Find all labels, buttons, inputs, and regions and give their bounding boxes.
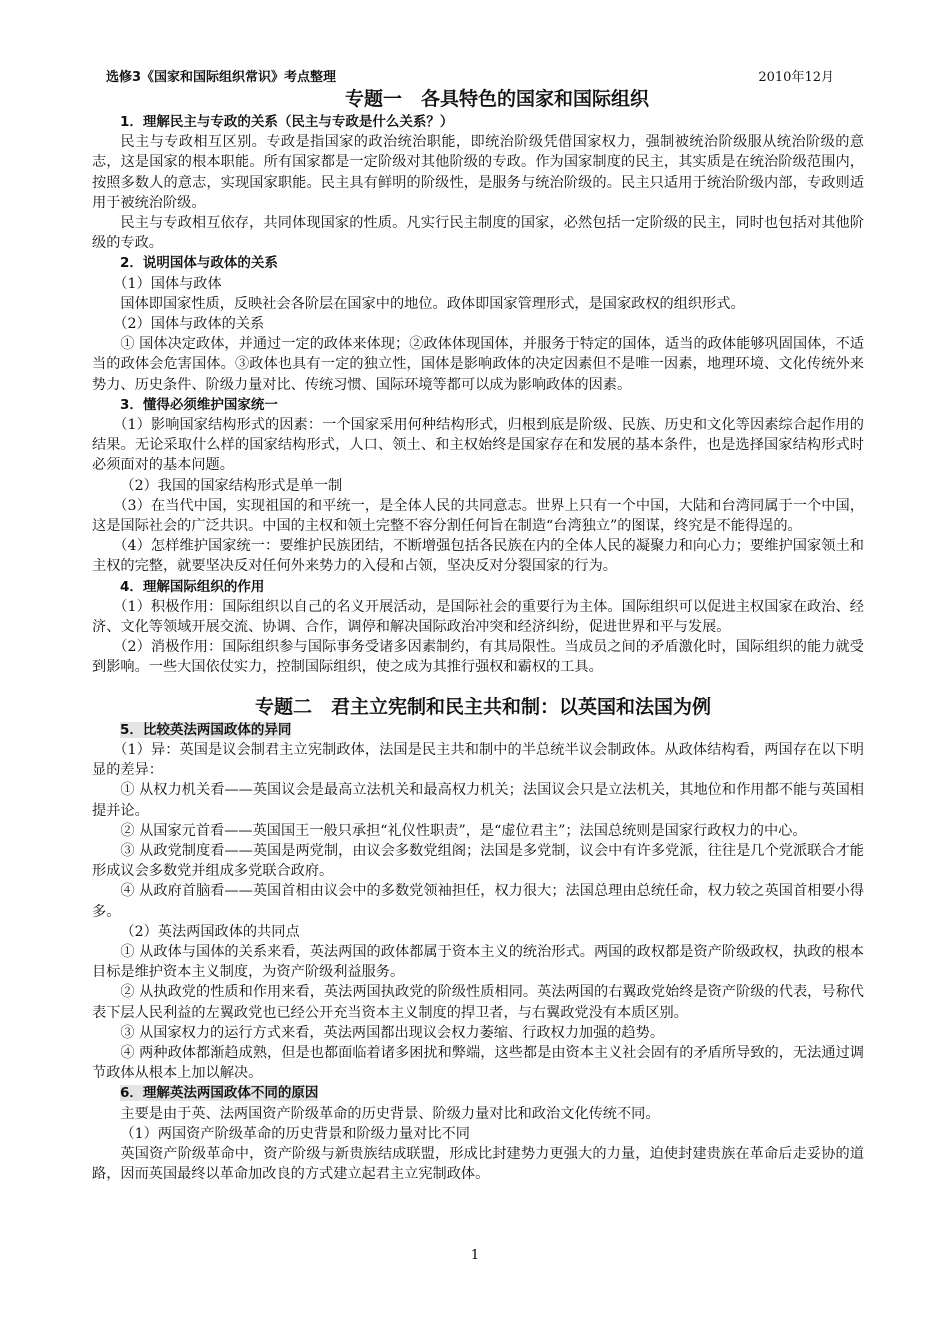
section5-heading <box>92 720 864 740</box>
section1-heading: 1．理解民主与专政的关系（民主与专政是什么关系？） <box>120 114 454 130</box>
section1-paragraph2: 民主与专政相互依存，共同体现国家的性质。凡实行民主制度的国家，必然包括一定阶级的民主，同时也包括对其他阶级的专政。 <box>92 215 864 252</box>
section5-paragraph1: （1）异：英国是议会制君主立宪制政体，法国是民主共和制中的半总统半议会制政体。从政体结构看，两国存在以下明显的差异： <box>92 741 864 779</box>
section6-paragraph1: 主要是由于英、法两国资产阶级革命的历史背景、阶级力量对比和政治文化传统不同。 <box>120 1105 660 1122</box>
section3-subheading2: （2）我国的国家结构形式是单一制 <box>120 477 343 494</box>
document-page <box>92 66 864 1184</box>
section1-paragraph1: 民主与专政相互区别。专政是指国家的政治统治职能，即统治阶级凭借国家权力，强制被统治阶级服从统治阶级的意志，这是国家的根本职能。所有国家都是一定阶级对其他阶级的专政。作为国家制度的民主，其实质是在统治阶级范围内，按照多数人的意志，实现国家职能。民主具有鲜明的阶级性，是服务与统治阶级的。民主只适用于统治阶级内部，专政则适用于被统治阶级。 <box>92 134 864 211</box>
topic1-title: 专题一 各具特色的国家和国际组织 <box>344 88 649 110</box>
section6-paragraph2: 英国资产阶级革命中，资产阶级与新贵族结成联盟，形成比封建势力更强大的力量，迫使封建贵族在革命后走妥协的道路，因而英国最终以革命加改良的方式建立起君主立宪制政体。 <box>92 1145 864 1183</box>
section4-heading: 4．理解国际组织的作用 <box>120 578 265 595</box>
section5-subheading2: （2）英法两国政体的共同点 <box>120 923 300 940</box>
section4-paragraph1: （1）积极作用：国际组织以自己的名义开展活动，是国际社会的重要行为主体。国际组织可以促进主权国家在政治、经济、文化等领域开展交流、协调、合作，调停和解决国际政治冲突和经济纠纷，促进世界和平与发展。 <box>92 598 864 636</box>
section6-subheading1: （1）两国资产阶级革命的历史背景和阶级力量对比不同 <box>120 1125 470 1142</box>
section3-paragraph4: （4）怎样维护国家统一：要维护民族团结，不断增强包括各民族在内的全体人民的凝聚力和向心力；要维护国家领土和主权的完整，就要坚决反对任何外来势力的入侵和占领，坚决反对分裂国家的行为。 <box>92 538 864 575</box>
section6-heading <box>92 1083 864 1103</box>
page-header <box>92 66 864 88</box>
section5-paragraph5: ④ 从政府首脑看——英国首相由议会中的多数党领袖担任，权力很大；法国总理由总统任命，权力较之英国首相要小得多。 <box>92 883 864 920</box>
page-number: 1 <box>470 1248 480 1263</box>
section5-paragraph8: ③ 从国家权力的运行方式来看，英法两国都出现议会权力萎缩、行政权力加强的趋势。 <box>120 1024 665 1041</box>
section2-subheading2: （2）国体与政体的关系 <box>113 316 265 333</box>
section5-paragraph4: ③ 从政党制度看——英国是两党制，由议会多数党组阁；法国是多党制，议会中有许多党派，往往是几个党派联合才能形成议会多数党并组成多党联合政府。 <box>92 842 864 880</box>
section5-paragraph2: ① 从权力机关看——英国议会是最高立法机关和最高权力机关；法国议会只是立法机关，其地位和作用都不能与英国相提并论。 <box>92 782 864 819</box>
section6-heading-text: 6．理解英法两国政体不同的原因 <box>120 1085 319 1102</box>
section5-paragraph3: ② 从国家元首看——英国国王一般只承担“礼仪性职责”，是“虚位君主”；法国总统则是国家行政权力的中心。 <box>120 822 807 839</box>
section5-paragraph7: ② 从执政党的性质和作用来看，英法两国执政党的阶级性质相同。英法两国的右翼政党始终是资产阶级的代表，号称代表下层人民利益的左翼政党也已经公开充当资本主义制度的捍卫者，与右翼政党没有本质区别。 <box>92 984 864 1021</box>
section2-paragraph2: ① 国体决定政体，并通过一定的政体来体现；②政体体现国体，并服务于特定的国体，适当的政体能够巩固国体，不适当的政体会危害国体。③政体也具有一定的独立性，国体是影响政体的决定因素但不是唯一因素，地理环境、文化传统外来势力、历史条件、阶级力量对比、传统习惯、国际环境等都可以成为影响政体的因素。 <box>92 336 864 393</box>
header-course-title: 选修3《国家和国际组织常识》考点整理 <box>106 70 337 85</box>
section2-paragraph1: 国体即国家性质，反映社会各阶层在国家中的地位。政体即国家管理形式，是国家政权的组织形式。 <box>120 295 745 312</box>
section5-heading-text: 5．比较英法两国政体的异同 <box>120 721 292 738</box>
section2-heading: 2．说明国体与政体的关系 <box>120 255 278 272</box>
section4-paragraph2: （2）消极作用：国际组织参与国际事务受诸多因素制约，有其局限性。当成员之间的矛盾激化时，国际组织的能力就受到影响。一些大国依仗实力，控制国际组织，使之成为其推行强权和霸权的工具。 <box>92 639 864 676</box>
header-date: 2010年12月 <box>758 70 834 85</box>
section5-paragraph9: ④ 两种政体都渐趋成熟，但是也都面临着诸多困扰和弊端，这些都是由资本主义社会固有的矛盾所导致的，无法通过调节政体从根本上加以解决。 <box>92 1044 864 1082</box>
section3-heading: 3．懂得必须维护国家统一 <box>120 396 278 413</box>
section3-paragraph3: （3）在当代中国，实现祖国的和平统一，是全体人民的共同意志。世界上只有一个中国，大陆和台湾同属于一个中国，这是国际社会的广泛共识。中国的主权和领土完整不容分割任何旨在制造“台湾独立”的图谋，终究是不能得逞的。 <box>92 497 864 535</box>
section2-subheading1: （1）国体与政体 <box>113 275 222 292</box>
section5-paragraph6: ① 从政体与国体的关系来看，英法两国的政体都属于资本主义的统治形式。两国的政权都是资产阶级政权，执政的根本目标是维护资本主义制度，为资产阶级利益服务。 <box>92 943 864 981</box>
section3-paragraph1: （1）影响国家结构形式的因素：一个国家采用何种结构形式，归根到底是阶级、民族、历史和文化等因素综合起作用的结果。无论采取什么样的国家结构形式，人口、领土、和主权始终是国家存在和发展的基本条件，也是选择国家结构形式时必须面对的基本问题。 <box>92 417 864 474</box>
topic2-title: 专题二 君主立宪制和民主共和制：以英国和法国为例 <box>254 695 711 718</box>
